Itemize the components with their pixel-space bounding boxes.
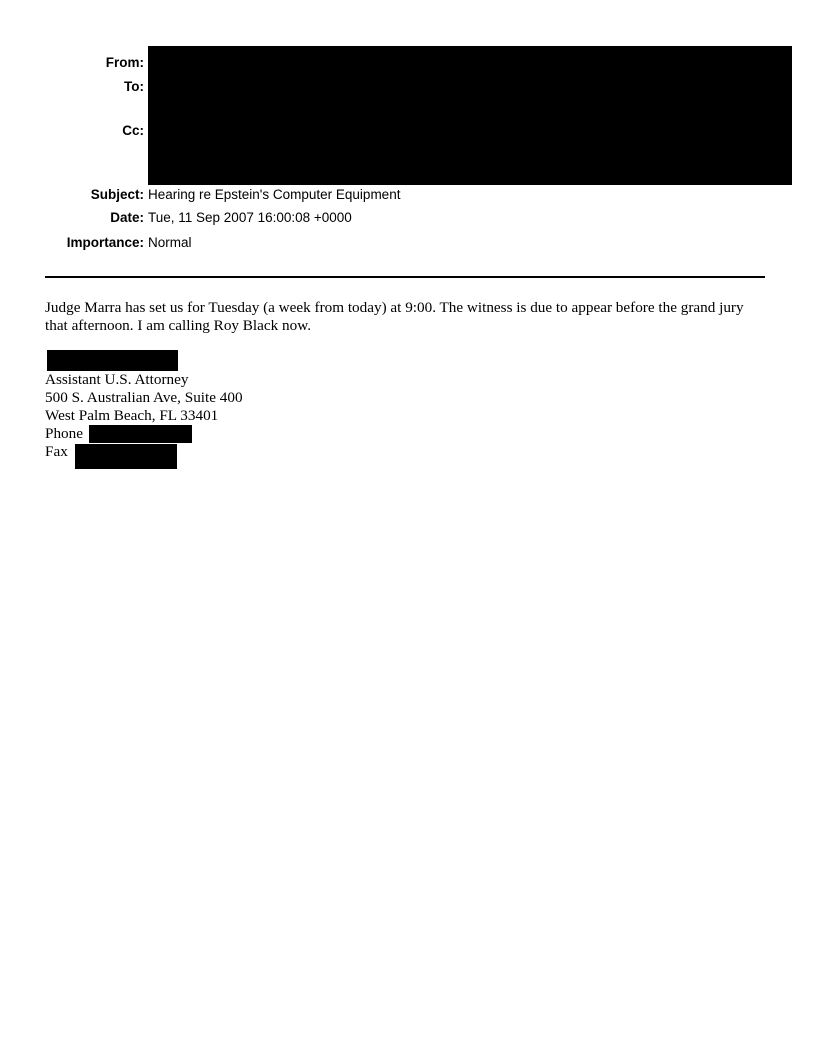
date-label: Date: bbox=[110, 210, 144, 225]
sender-name-redaction bbox=[47, 350, 178, 371]
subject-label: Subject: bbox=[90, 187, 144, 202]
signature-address-line2: West Palm Beach, FL 33401 bbox=[45, 407, 219, 424]
from-label: From: bbox=[105, 55, 144, 70]
phone-redaction bbox=[89, 425, 192, 443]
importance-value: Normal bbox=[148, 235, 192, 250]
signature-title: Assistant U.S. Attorney bbox=[45, 371, 189, 388]
signature-phone-label: Phone bbox=[45, 425, 83, 442]
header-divider bbox=[45, 276, 765, 278]
fax-redaction bbox=[75, 444, 177, 469]
date-value: Tue, 11 Sep 2007 16:00:08 +0000 bbox=[148, 210, 352, 225]
message-body: Judge Marra has set us for Tuesday (a week from today) at 9:00. The witness is due to appear before the grand jury that afternoon. I am calling Roy Black now. bbox=[45, 299, 744, 334]
importance-label: Importance: bbox=[66, 235, 144, 250]
signature-address-line1: 500 S. Australian Ave, Suite 400 bbox=[45, 389, 243, 406]
subject-value: Hearing re Epstein's Computer Equipment bbox=[148, 187, 401, 202]
signature-fax-label: Fax bbox=[45, 443, 68, 460]
to-label: To: bbox=[124, 79, 144, 94]
recipients-redaction bbox=[148, 46, 792, 185]
cc-label: Cc: bbox=[122, 123, 144, 138]
